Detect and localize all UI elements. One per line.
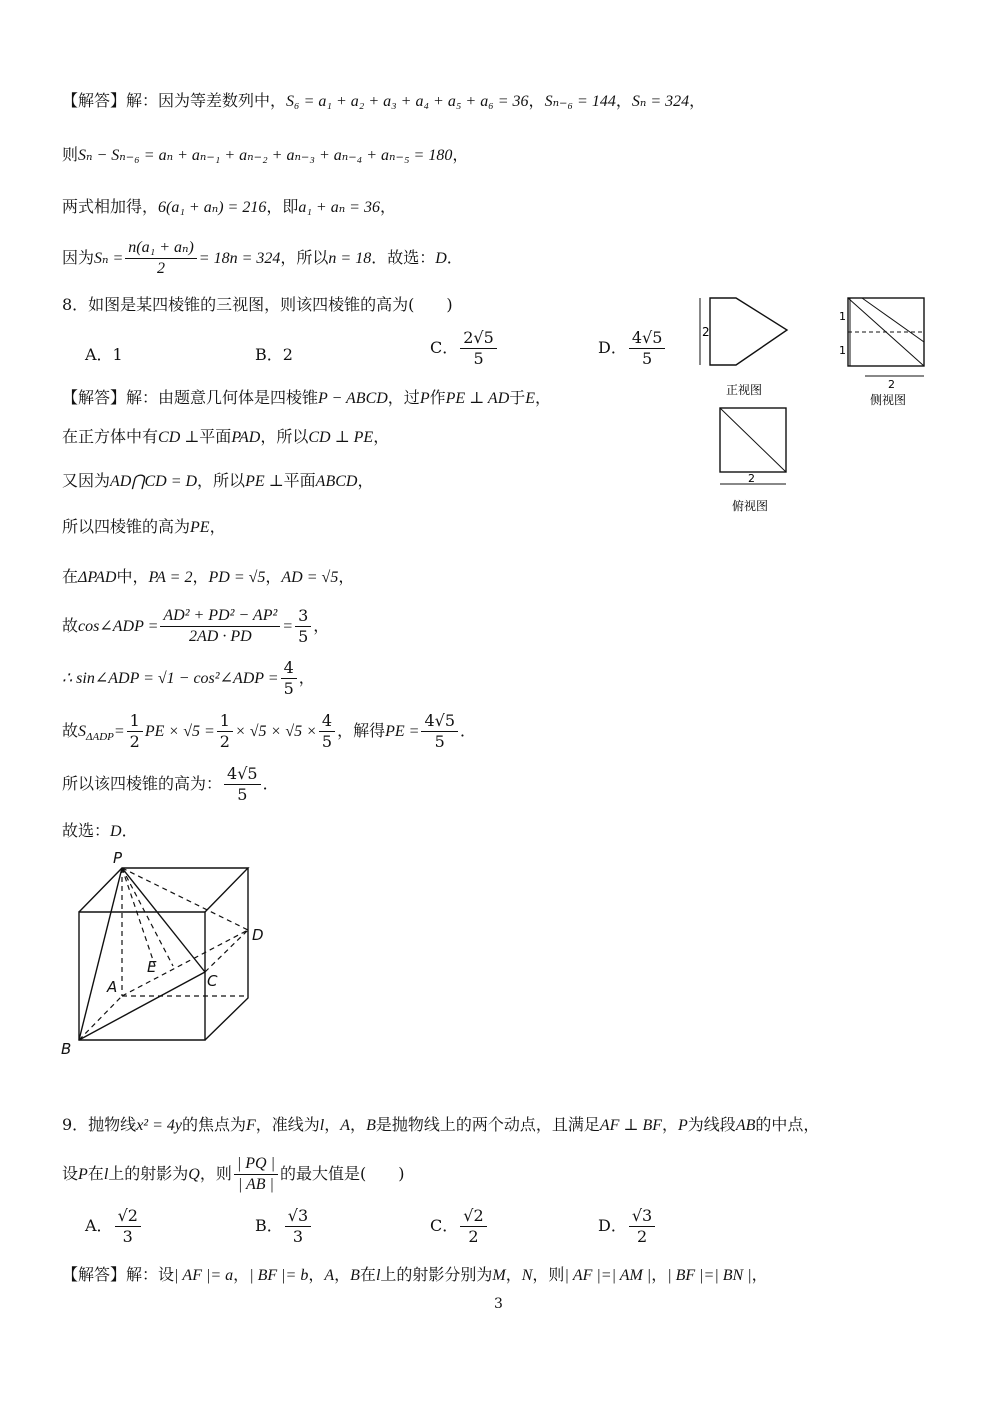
edge-bc bbox=[79, 972, 205, 1040]
option-label: A． bbox=[85, 1216, 113, 1235]
front-view bbox=[700, 298, 787, 397]
formula: B bbox=[366, 1117, 376, 1134]
formula: l bbox=[375, 1267, 381, 1284]
q8-solution-6 bbox=[62, 604, 329, 649]
q8-stem: 8．如图是某四棱锥的三视图，则该四棱锥的高为( ) bbox=[62, 295, 453, 314]
text: 在正方体中有 bbox=[62, 427, 159, 446]
formula: PE ⊥ AD bbox=[445, 390, 510, 407]
q8-solution-2 bbox=[62, 426, 389, 449]
text: 平面 bbox=[199, 427, 232, 446]
numerator: 1 bbox=[127, 711, 143, 732]
numerator: 2√5 bbox=[460, 328, 497, 349]
text: 在 bbox=[359, 1265, 376, 1284]
denominator: 5 bbox=[642, 349, 653, 368]
text: 在 bbox=[62, 567, 79, 586]
label-c: C bbox=[207, 972, 218, 990]
text: ，准线为 bbox=[255, 1115, 320, 1134]
subscript: ΔADP bbox=[86, 731, 114, 744]
q7-line-1 bbox=[62, 90, 705, 113]
front-view-label: 正视图 bbox=[726, 383, 763, 397]
formula: l bbox=[319, 1117, 325, 1134]
text: 在 bbox=[87, 1164, 104, 1183]
side-dim-2: 2 bbox=[888, 378, 895, 391]
formula: | BF |= b bbox=[249, 1267, 309, 1284]
formula-sum: 6(a₁ + aₙ) = 216 bbox=[158, 199, 267, 216]
text: ， bbox=[324, 1115, 341, 1134]
text: 则 bbox=[62, 145, 79, 164]
text: ， bbox=[233, 1265, 250, 1284]
numerator: 4√5 bbox=[629, 328, 666, 349]
text: ， bbox=[357, 471, 374, 490]
hidden-edge-cd bbox=[205, 930, 248, 972]
text: ． bbox=[121, 821, 138, 840]
formula: cos∠ADP = bbox=[78, 618, 159, 635]
text: 解：设 bbox=[126, 1265, 175, 1284]
text: 的最大值是( ) bbox=[279, 1164, 405, 1183]
fraction bbox=[160, 606, 280, 647]
side-line bbox=[862, 298, 924, 342]
numerator: 4√5 bbox=[224, 764, 261, 785]
numerator: 3 bbox=[295, 606, 311, 627]
denominator: 2AD · PD bbox=[188, 628, 252, 645]
text: 中， bbox=[116, 567, 149, 586]
q8-solution-1 bbox=[62, 387, 551, 410]
text: ， bbox=[651, 1265, 668, 1284]
formula: P bbox=[78, 1166, 88, 1183]
text: ， bbox=[615, 91, 632, 110]
text: ，则 bbox=[532, 1265, 565, 1284]
text: 为线段 bbox=[687, 1115, 736, 1134]
q9-option-a bbox=[85, 1206, 143, 1247]
fraction bbox=[125, 238, 197, 279]
text: ， bbox=[452, 145, 469, 164]
q9-stem-1 bbox=[62, 1114, 819, 1137]
formula: l bbox=[103, 1166, 109, 1183]
numerator: √2 bbox=[115, 1206, 141, 1227]
denominator: 2 bbox=[157, 260, 166, 277]
page-number: 3 bbox=[494, 1296, 503, 1312]
solution-tag: 【解答】 bbox=[62, 91, 127, 110]
formula: ∴ sin∠ADP = √1 − cos²∠ADP = bbox=[62, 670, 279, 687]
formula: ABCD bbox=[315, 473, 358, 490]
fraction bbox=[460, 1206, 486, 1247]
label-d: D bbox=[252, 926, 264, 944]
formula: AB bbox=[735, 1117, 756, 1134]
fraction bbox=[281, 658, 297, 699]
numerator: AD² + PD² − AP² bbox=[160, 606, 280, 627]
formula-sn6: Sₙ₋₆ = 144 bbox=[544, 93, 616, 110]
front-dim-label: 2 bbox=[702, 325, 710, 339]
formula-s6: S₆ = a₁ + a₂ + a₃ + a₄ + a₅ + a₆ = 36 bbox=[286, 93, 529, 110]
formula: = 18n = 324 bbox=[198, 250, 281, 267]
cube-front-face bbox=[79, 912, 205, 1040]
formula: A bbox=[324, 1267, 335, 1284]
formula: F bbox=[246, 1117, 256, 1134]
numerator: √2 bbox=[460, 1206, 486, 1227]
formula: | BF |=| BN | bbox=[667, 1267, 752, 1284]
text: 因为 bbox=[62, 248, 95, 267]
text: 解：因为等差数列中， bbox=[126, 91, 287, 110]
formula: PA = 2 bbox=[148, 569, 193, 586]
side-dim-1a: 1 bbox=[839, 310, 846, 323]
formula: E bbox=[525, 390, 536, 407]
option-label: C． bbox=[430, 338, 459, 357]
formula: × √5 × √5 × bbox=[234, 723, 317, 740]
text: ，所以 bbox=[197, 471, 246, 490]
solution-tag: 【解答】 bbox=[62, 1265, 127, 1284]
edge-pc bbox=[122, 868, 205, 972]
formula: PE = bbox=[385, 723, 420, 740]
denominator: 5 bbox=[283, 679, 294, 698]
text: ，过 bbox=[387, 388, 420, 407]
fraction bbox=[234, 1154, 278, 1195]
cube-right-face bbox=[205, 868, 248, 1040]
denominator: 3 bbox=[292, 1227, 304, 1246]
front-view-shape bbox=[710, 298, 787, 365]
q9-stem-2 bbox=[62, 1152, 404, 1197]
text: ，即 bbox=[266, 197, 299, 216]
fraction bbox=[460, 328, 497, 369]
formula-difference: Sₙ − Sₙ₋₆ = aₙ + aₙ₋₁ + aₙ₋₂ + aₙ₋₃ + aₙ₋₄ + aₙ₋₅ = 180 bbox=[78, 147, 453, 164]
text: 所以四棱锥的高为 bbox=[62, 517, 191, 536]
text: 的中点， bbox=[755, 1115, 820, 1134]
text: ， bbox=[308, 1265, 325, 1284]
formula: CD ⊥ PE bbox=[308, 429, 374, 446]
label-e: E bbox=[147, 958, 157, 976]
fraction bbox=[319, 711, 335, 752]
text: ， bbox=[751, 1265, 768, 1284]
formula-a1-an: a₁ + aₙ = 36 bbox=[298, 199, 380, 216]
answer-letter: D bbox=[110, 823, 122, 840]
q8-solution-7 bbox=[62, 656, 315, 701]
q8-solution-10 bbox=[62, 820, 138, 843]
q7-line-3 bbox=[62, 196, 396, 219]
q9-solution-1 bbox=[62, 1264, 768, 1287]
formula: x² = 4y bbox=[136, 1117, 182, 1134]
denominator: 2 bbox=[129, 732, 140, 751]
text: ，解得 bbox=[337, 721, 386, 740]
fraction bbox=[224, 764, 261, 805]
text: ．故选： bbox=[371, 248, 436, 267]
text: 解：由题意几何体是四棱锥 bbox=[126, 388, 319, 407]
text: 设 bbox=[62, 1164, 79, 1183]
numerator: 4√5 bbox=[421, 711, 458, 732]
text: ， bbox=[313, 616, 330, 635]
formula: Q bbox=[188, 1166, 200, 1183]
cube-figure bbox=[55, 848, 285, 1058]
text: ， bbox=[334, 1265, 351, 1284]
q9-option-c bbox=[430, 1206, 489, 1247]
text: ， bbox=[338, 567, 355, 586]
denominator: 5 bbox=[237, 785, 248, 804]
edge-pb bbox=[79, 868, 122, 1040]
text: 故选： bbox=[62, 821, 111, 840]
formula: = bbox=[113, 723, 125, 740]
text: ， bbox=[379, 197, 396, 216]
hidden-edge-ab bbox=[79, 996, 122, 1040]
numerator: √3 bbox=[285, 1206, 311, 1227]
text: 9．抛物线 bbox=[62, 1115, 137, 1134]
text: 又因为 bbox=[62, 471, 111, 490]
side-view-label: 侧视图 bbox=[870, 393, 907, 407]
text: 两式相加得， bbox=[62, 197, 159, 216]
denominator: 5 bbox=[473, 349, 484, 368]
formula: N bbox=[521, 1267, 533, 1284]
hidden-edge-ad bbox=[122, 930, 248, 996]
denominator: 5 bbox=[298, 627, 309, 646]
fraction bbox=[629, 328, 666, 369]
q7-line-2 bbox=[62, 144, 468, 167]
formula: M bbox=[492, 1267, 506, 1284]
option-label: D． bbox=[598, 1216, 627, 1235]
formula-n: n = 18 bbox=[328, 250, 372, 267]
numerator: √3 bbox=[629, 1206, 655, 1227]
q8-solution-9 bbox=[62, 762, 279, 806]
text: 的焦点为 bbox=[181, 1115, 246, 1134]
formula-sn: Sₙ = 324 bbox=[631, 93, 690, 110]
cube-top-face bbox=[79, 868, 248, 912]
q9-option-d bbox=[598, 1206, 657, 1247]
three-view-figure bbox=[690, 290, 950, 520]
text: ， bbox=[689, 91, 706, 110]
text: 于 bbox=[509, 388, 526, 407]
q8-solution-5 bbox=[62, 566, 354, 589]
formula: PE ⊥ bbox=[245, 473, 284, 490]
text: ， bbox=[350, 1115, 367, 1134]
denominator: 5 bbox=[434, 732, 445, 751]
text: ． bbox=[262, 774, 279, 793]
formula: = bbox=[282, 618, 294, 635]
formula: | AF |= a bbox=[174, 1267, 234, 1284]
text: 故 bbox=[62, 616, 79, 635]
formula: P bbox=[419, 390, 430, 407]
q7-line-4 bbox=[62, 236, 463, 281]
solution-tag: 【解答】 bbox=[62, 388, 127, 407]
fraction bbox=[421, 711, 458, 752]
fraction bbox=[295, 606, 311, 647]
numerator: 4 bbox=[281, 658, 297, 679]
text: 作 bbox=[429, 388, 446, 407]
formula-sn-lhs: Sₙ = bbox=[94, 250, 124, 267]
formula: AF ⊥ BF bbox=[599, 1117, 662, 1134]
option-label: D． bbox=[598, 338, 627, 357]
option-label: B． bbox=[255, 1216, 283, 1235]
q8-solution-8 bbox=[62, 709, 476, 759]
fraction bbox=[285, 1206, 311, 1247]
label-p: P bbox=[113, 849, 123, 867]
formula: ΔPAD bbox=[78, 569, 117, 586]
text: 上的射影分别为 bbox=[380, 1265, 493, 1284]
numerator: 4 bbox=[319, 711, 335, 732]
fraction bbox=[127, 711, 143, 752]
text: 所以该四棱锥的高为： bbox=[62, 774, 223, 793]
fraction bbox=[217, 711, 233, 752]
formula: PD = √5 bbox=[208, 569, 266, 586]
text: 平面 bbox=[283, 471, 316, 490]
text: ， bbox=[298, 668, 315, 687]
denominator: 2 bbox=[468, 1227, 479, 1246]
formula: P − ABCD bbox=[318, 390, 388, 407]
hidden-edge-pd bbox=[122, 868, 248, 930]
text: ， bbox=[535, 388, 552, 407]
top-view bbox=[720, 408, 786, 513]
denominator: 3 bbox=[122, 1227, 133, 1246]
formula: | AF |=| AM | bbox=[564, 1267, 652, 1284]
label-b: B bbox=[61, 1040, 72, 1058]
denominator: 2 bbox=[636, 1227, 648, 1246]
side-dim-1b: 1 bbox=[839, 344, 846, 357]
text: ， bbox=[265, 567, 282, 586]
text: ，则 bbox=[199, 1164, 232, 1183]
text: ， bbox=[209, 517, 226, 536]
text: ，所以 bbox=[260, 427, 309, 446]
text: 是抛物线上的两个动点，且满足 bbox=[375, 1115, 600, 1134]
q8-option-b: B．2 bbox=[255, 345, 293, 364]
formula: S bbox=[78, 723, 87, 740]
fraction bbox=[115, 1206, 141, 1247]
text: ． bbox=[446, 248, 463, 267]
hidden-edge-pe bbox=[122, 868, 173, 966]
formula: PAD bbox=[231, 429, 261, 446]
text: ， bbox=[662, 1115, 679, 1134]
fraction bbox=[629, 1206, 655, 1247]
text: ， bbox=[192, 567, 209, 586]
top-view-label: 俯视图 bbox=[732, 499, 769, 513]
side-view bbox=[839, 298, 924, 407]
text: ， bbox=[505, 1265, 522, 1284]
formula: B bbox=[350, 1267, 360, 1284]
formula: A bbox=[340, 1117, 351, 1134]
numerator: 1 bbox=[217, 711, 233, 732]
text: ，所以 bbox=[280, 248, 329, 267]
numerator: | PQ | bbox=[234, 1154, 278, 1175]
text: 上的射影为 bbox=[108, 1164, 189, 1183]
answer-letter: D bbox=[435, 250, 447, 267]
text: 故 bbox=[62, 721, 79, 740]
q8-solution-3 bbox=[62, 470, 373, 493]
denominator: 5 bbox=[321, 732, 333, 751]
formula: PE × √5 = bbox=[144, 723, 215, 740]
q8-option-a: A．1 bbox=[85, 345, 123, 364]
formula: AD⋂CD = D bbox=[110, 473, 198, 490]
q8-option-d bbox=[598, 328, 667, 369]
denominator: 2 bbox=[219, 732, 230, 751]
formula: AD = √5 bbox=[281, 569, 339, 586]
q9-option-b bbox=[255, 1206, 313, 1247]
top-diagonal bbox=[720, 408, 786, 472]
formula: CD ⊥ bbox=[158, 429, 200, 446]
label-a: A bbox=[107, 978, 118, 996]
formula: P bbox=[678, 1117, 688, 1134]
q8-solution-4 bbox=[62, 516, 226, 539]
text: ． bbox=[460, 721, 477, 740]
text: ， bbox=[373, 427, 390, 446]
formula: PE bbox=[190, 519, 210, 536]
q8-option-c bbox=[430, 328, 499, 369]
denominator: | AB | bbox=[237, 1176, 274, 1193]
top-dim-label: 2 bbox=[748, 472, 755, 485]
option-label: C． bbox=[430, 1216, 459, 1235]
hidden-line bbox=[122, 868, 155, 966]
text: ， bbox=[528, 91, 545, 110]
numerator: n(a₁ + aₙ) bbox=[125, 238, 197, 259]
